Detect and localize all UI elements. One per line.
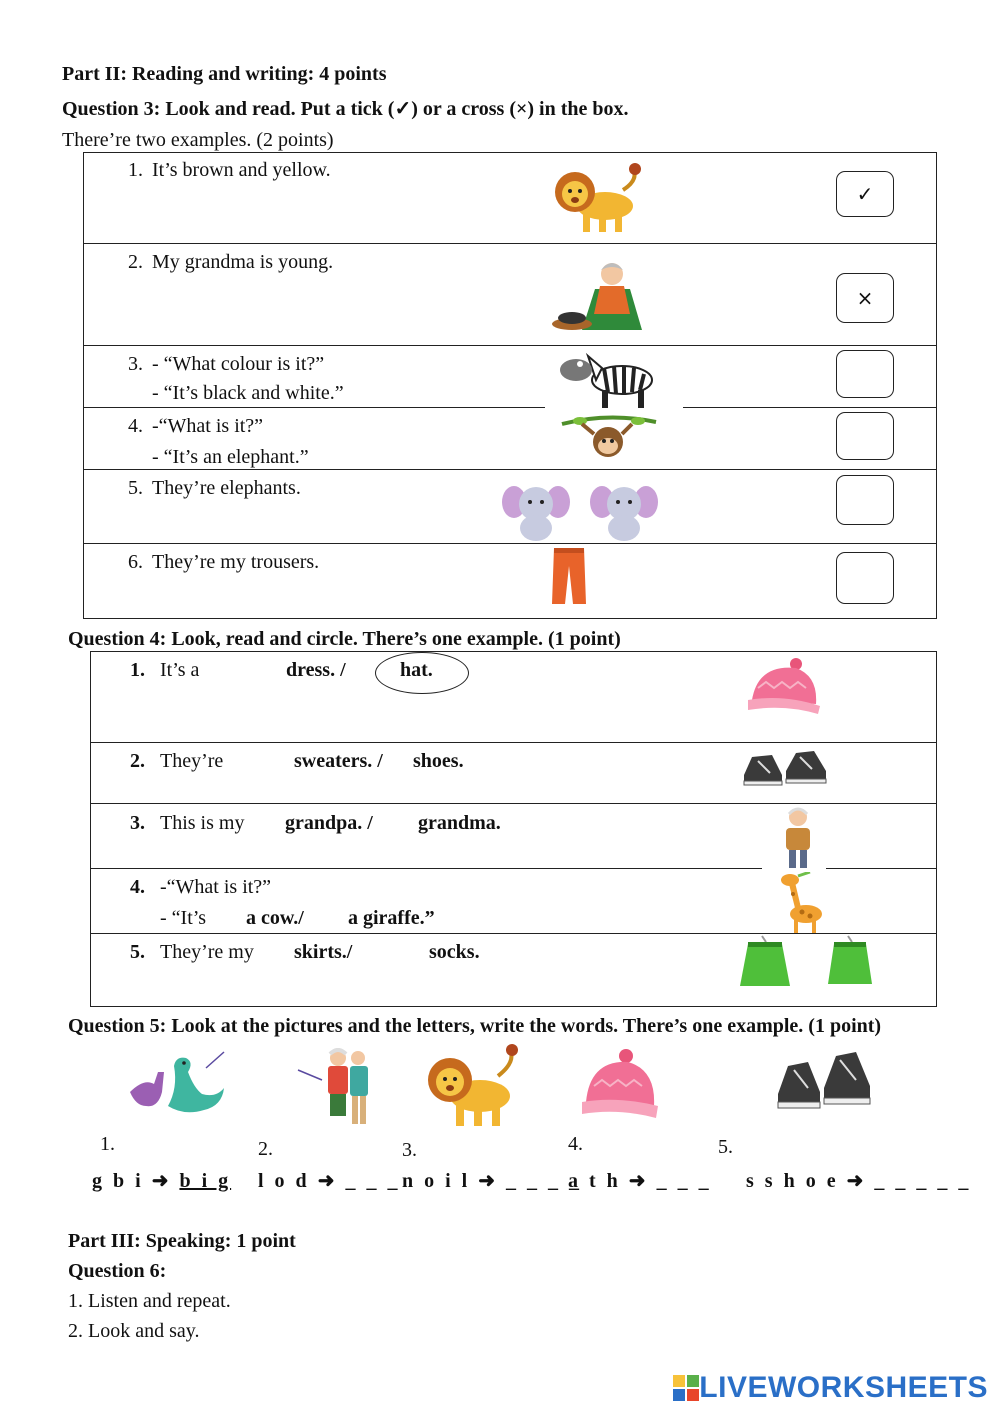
q3-row-text-2: - “It’s black and white.” [152, 382, 344, 404]
hat-icon [578, 1048, 662, 1124]
q4-row-stem-2: - “It’s [160, 907, 207, 929]
q4-option-1[interactable]: skirts./ [294, 941, 353, 963]
lion-icon [553, 160, 649, 236]
q3-answer-box[interactable] [836, 475, 894, 525]
q5-answer[interactable]: _ _ _ [345, 1170, 401, 1192]
q3-row-text: My grandma is young. [152, 251, 334, 273]
q4-option-1[interactable]: sweaters. / [294, 750, 383, 772]
giraffe-icon [776, 872, 830, 934]
q3-row-text: They’re elephants. [152, 477, 301, 499]
q3-answer-box[interactable]: × [836, 273, 894, 323]
q3-row-text: They’re my trousers. [152, 551, 320, 573]
q3-answer-box[interactable]: ✓ [836, 171, 894, 217]
old-people-icon [296, 1048, 374, 1128]
q6-title: Question 6: [68, 1260, 167, 1282]
q3-row-number: 5. [128, 477, 143, 499]
q5-letters: a t h [568, 1170, 621, 1192]
q3-row-number: 3. [128, 353, 143, 375]
zebra-icon [558, 346, 664, 410]
q3-row-text: -“What is it?” [152, 415, 264, 437]
dinosaurs-icon [124, 1048, 228, 1120]
q5-letters: n o i l [402, 1170, 471, 1192]
q4-option-2[interactable]: hat. [400, 659, 433, 681]
grandpa-icon [778, 806, 818, 870]
q5-title: Question 5: Look at the pictures and the letters, write the words. There’s one example. (1 point) [68, 1015, 882, 1037]
q4-option-2[interactable]: socks. [429, 941, 480, 963]
arrow-icon: ➜ [151, 1170, 172, 1192]
q5-item-number: 3. [402, 1139, 417, 1161]
q4-row-stem: They’re my [160, 941, 254, 963]
elephants-icon [500, 480, 664, 544]
trousers-icon [550, 546, 588, 606]
arrow-icon: ➜ [317, 1170, 338, 1192]
q4-option-2[interactable]: a giraffe.” [348, 907, 435, 929]
q5-item-4 [568, 1171, 712, 1191]
q5-answer: b i g [179, 1170, 232, 1192]
grandma-icon [550, 254, 650, 334]
q4-row-stem: This is my [160, 812, 245, 834]
q4-row-stem: They’re [160, 750, 224, 772]
q5-item-number: 5. [718, 1136, 733, 1158]
q6-item-2: 2. Look and say. [68, 1320, 200, 1342]
q5-letters: s s h o e [746, 1170, 839, 1192]
q3-row-number: 1. [128, 159, 143, 181]
q6-item-1: 1. Listen and repeat. [68, 1290, 231, 1312]
q5-answer[interactable]: _ _ _ _ [506, 1170, 583, 1192]
part2-title: Part II: Reading and writing: 4 points [62, 63, 387, 85]
q5-item-1 [92, 1171, 231, 1191]
q3-row-number: 4. [128, 415, 143, 437]
q4-option-1[interactable]: a cow./ [246, 907, 304, 929]
hat-icon [744, 656, 822, 716]
q4-row-number: 1. [130, 659, 145, 681]
q3-subtitle: There’re two examples. (2 points) [62, 129, 334, 151]
q4-row-number: 3. [130, 812, 145, 834]
q3-answer-box[interactable] [836, 552, 894, 604]
shoes-icon [742, 745, 828, 791]
lion-icon [426, 1044, 520, 1130]
q4-row-number: 2. [130, 750, 145, 772]
q3-title: Question 3: Look and read. Put a tick (✓) or a cross (×) in the box. [62, 98, 629, 120]
q5-letters: g b i [92, 1170, 144, 1192]
logo-text: LIVEWORKSHEETS [699, 1371, 988, 1404]
q5-item-3 [402, 1171, 582, 1191]
q3-row-number: 2. [128, 251, 143, 273]
arrow-icon: ➜ [478, 1170, 499, 1192]
q3-row-number: 6. [128, 551, 143, 573]
q3-row-text: - “What colour is it?” [152, 353, 325, 375]
q4-option-1[interactable]: grandpa. / [285, 812, 373, 834]
q4-option-1[interactable]: dress. / [286, 659, 346, 681]
q4-row-stem: -“What is it?” [160, 876, 272, 898]
q5-item-5 [746, 1171, 971, 1191]
q4-title: Question 4: Look, read and circle. There’s one example. (1 point) [68, 628, 621, 650]
arrow-icon: ➜ [628, 1170, 649, 1192]
liveworksheets-logo[interactable] [673, 1371, 988, 1405]
q3-row-text: It’s brown and yellow. [152, 159, 331, 181]
q5-answer[interactable]: _ _ _ _ _ [874, 1170, 972, 1192]
q5-item-2 [258, 1171, 400, 1191]
monkey-icon [560, 412, 658, 468]
logo-icon [673, 1375, 699, 1401]
q3-answer-box[interactable] [836, 412, 894, 460]
q4-row-number: 4. [130, 876, 145, 898]
q4-option-2[interactable]: shoes. [413, 750, 464, 772]
skirts-icon [738, 934, 874, 990]
arrow-icon: ➜ [846, 1170, 867, 1192]
q3-row-text-2: - “It’s an elephant.” [152, 446, 309, 468]
q3-answer-box[interactable] [836, 350, 894, 398]
part3-title: Part III: Speaking: 1 point [68, 1230, 296, 1252]
q5-item-number: 2. [258, 1138, 273, 1160]
shoes-icon [774, 1046, 874, 1120]
q5-item-number: 1. [100, 1133, 115, 1155]
q4-option-2[interactable]: grandma. [418, 812, 501, 834]
q4-row-number: 5. [130, 941, 145, 963]
q5-answer[interactable]: _ _ _ [656, 1170, 712, 1192]
q5-letters: l o d [258, 1170, 310, 1192]
q5-item-number: 4. [568, 1133, 583, 1155]
q4-row-stem: It’s a [160, 659, 200, 681]
